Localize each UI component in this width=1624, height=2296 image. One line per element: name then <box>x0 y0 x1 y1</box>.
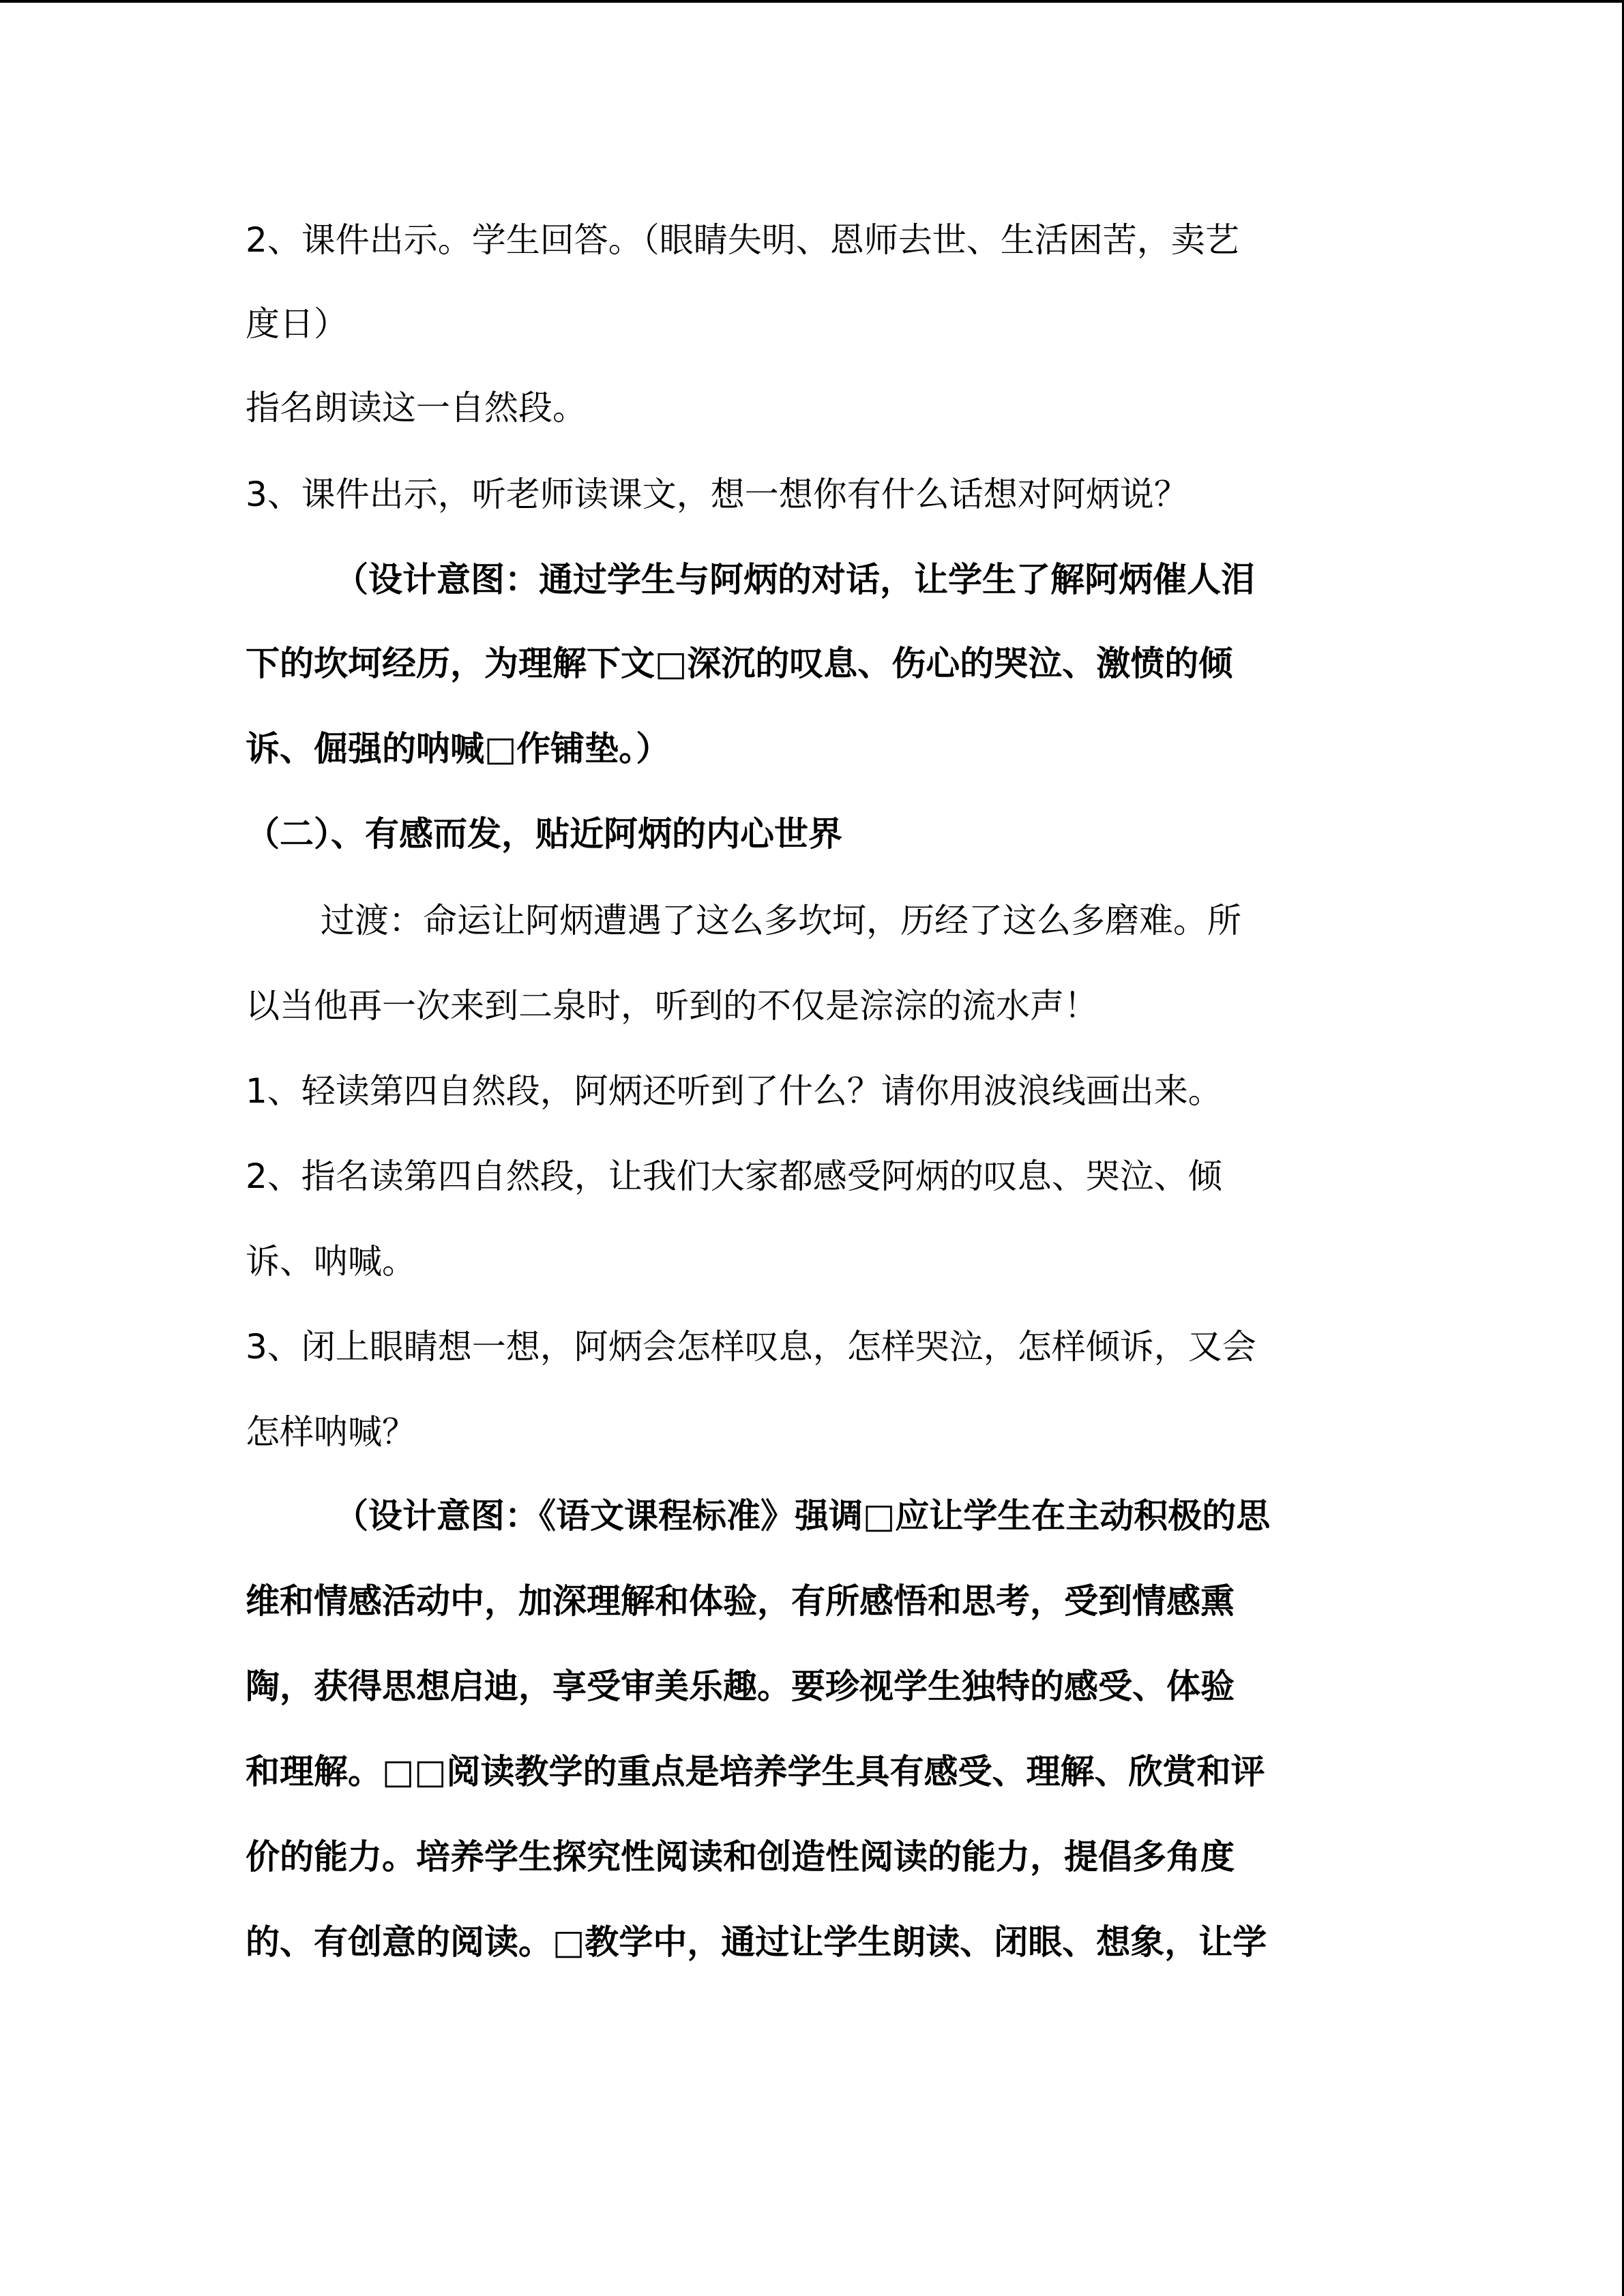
text-line: 诉、呐喊。 <box>246 1242 416 1281</box>
text-line: 1、轻读第四自然段，阿炳还听到了什么？请你用波浪线画出来。 <box>246 1071 1222 1111</box>
text-line: 3、课件出示，听老师读课文，想一想你有什么话想对阿炳说？ <box>246 475 1188 514</box>
text-line: 3、闭上眼睛想一想，阿炳会怎样叹息，怎样哭泣，怎样倾诉，又会 <box>246 1327 1256 1367</box>
design-note-line: （设计意图：通过学生与阿炳的对话，让学生了解阿炳催人泪 <box>334 560 1255 599</box>
text-line: 怎样呐喊？ <box>246 1412 416 1452</box>
text-line: 2、指名读第四自然段，让我们大家都感受阿炳的叹息、哭泣、倾 <box>246 1157 1222 1196</box>
design-note-line: 的、有创意的阅读。□教学中，通过让学生朗读、闭眼、想象，让学 <box>246 1922 1267 1962</box>
page-top-border <box>0 0 1624 3</box>
design-note-line: 维和情感活动中，加深理解和体验，有所感悟和思考，受到情感熏 <box>246 1581 1235 1621</box>
text-line: 指名朗读这一自然段。 <box>246 388 587 428</box>
text-line: 过渡：命运让阿炳遭遇了这么多坎坷，历经了这么多磨难。所 <box>321 901 1241 940</box>
text-line: 度日） <box>246 304 348 344</box>
design-note-line: 诉、倔强的呐喊□作铺垫。） <box>246 729 670 769</box>
section-heading: （二）、有感而发，贴近阿炳的内心世界 <box>246 814 842 854</box>
design-note-line: （设计意图：《语文课程标准》强调□应让学生在主动积极的思 <box>334 1496 1271 1536</box>
design-note-line: 价的能力。培养学生探究性阅读和创造性阅读的能力，提倡多角度 <box>246 1837 1235 1877</box>
design-note-line: 下的坎坷经历，为理解下文□深沉的叹息、伤心的哭泣、激愤的倾 <box>246 644 1233 683</box>
design-note-line: 和理解。□□阅读教学的重点是培养学生具有感受、理解、欣赏和评 <box>246 1752 1265 1791</box>
text-line: 2、课件出示。学生回答。（眼睛失明、恩师去世、生活困苦，卖艺 <box>246 220 1239 260</box>
design-note-line: 陶，获得思想启迪，享受审美乐趣。要珍视学生独特的感受、体验 <box>246 1667 1235 1706</box>
text-line: 以当他再一次来到二泉时，听到的不仅是淙淙的流水声！ <box>246 986 1098 1026</box>
